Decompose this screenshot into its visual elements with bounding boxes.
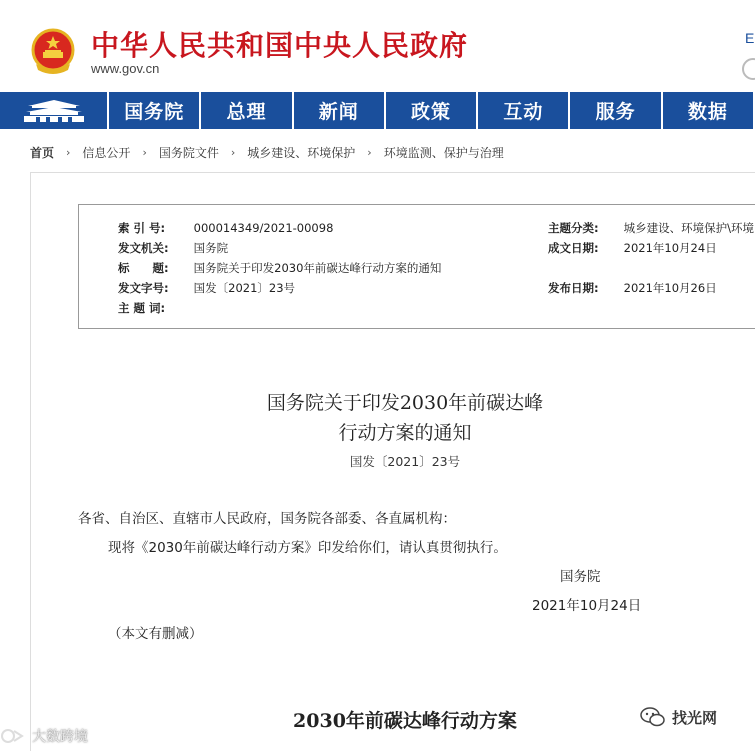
site-url[interactable]: www.gov.cn [91,61,160,76]
meta-docno-label: 发文字号: [118,281,169,295]
meta-docno-value: 国发〔2021〕23号 [193,281,296,295]
meta-title-label: 标 题: [118,261,169,275]
search-icon[interactable] [742,58,755,80]
meta-title [118,260,441,276]
meta-published-value: 2021年10月26日 [623,281,717,295]
meta-docno [118,280,295,296]
chevron-right-icon: › [142,146,147,159]
meta-title-value: 国务院关于印发2030年前碳达峰行动方案的通知 [193,261,442,275]
article-doc-number: 国发〔2021〕23号 [349,454,461,469]
tiananmen-icon [22,98,86,124]
meta-index-value: 000014349/2021-00098 [193,221,334,235]
article-note: （本文有删减） [108,626,203,642]
watermark-right [640,706,717,728]
chevron-right-icon: › [230,146,236,159]
site-header [0,0,755,92]
document-metadata-box [78,204,755,329]
national-emblem-icon[interactable] [30,28,76,76]
meta-published-date [548,280,717,296]
nav-item-data[interactable]: 数据 [663,92,755,129]
site-title[interactable]: 中华人民共和国中央人民政府 [91,29,469,62]
meta-issuer-label: 发文机关: [118,241,169,255]
nav-item-service[interactable]: 服务 [570,92,662,129]
chevron-right-icon: › [66,146,71,159]
watermark-left [0,726,88,746]
meta-published-label: 发布日期: [548,281,599,295]
article-signature: 国务院 [560,569,601,585]
english-link[interactable]: E [745,30,755,46]
article-title-line1: 国务院关于印发2030年前碳达峰 [266,392,544,414]
nav-item-policy[interactable]: 政策 [386,92,478,129]
meta-written-label: 成文日期: [548,241,599,255]
watermark-left-text: 大数跨境 [32,729,88,745]
wechat-icon [640,706,666,728]
breadcrumb-home[interactable]: 首页 [30,146,55,160]
breadcrumb-council-documents[interactable]: 国务院文件 [158,146,219,160]
breadcrumb [30,144,504,161]
meta-category-value: 城乡建设、环境保护\环境 [623,221,755,235]
breadcrumb-environment-monitoring[interactable]: 环境监测、保护与治理 [383,146,504,160]
nav-item-news[interactable]: 新闻 [294,92,386,129]
main-nav [0,92,755,129]
meta-written-value: 2021年10月24日 [623,241,717,255]
meta-issuer [118,240,228,256]
watermark-right-text: 找光网 [672,708,718,727]
chevron-right-icon: › [367,146,372,159]
article-title-line2: 行动方案的通知 [338,422,472,444]
article-salutation: 各省、自治区、直辖市人民政府，国务院各部委、各直属机构： [78,511,456,527]
meta-category [548,220,754,236]
breadcrumb-info-disclosure[interactable]: 信息公开 [82,146,131,160]
plan-title: 2030年前碳达峰行动方案 [293,710,517,732]
meta-issuer-value: 国务院 [193,241,229,255]
meta-keywords [118,300,194,316]
meta-written-date [548,240,717,256]
breadcrumb-urban-environment[interactable]: 城乡建设、环境保护 [247,146,356,160]
article-body: 现将《2030年前碳达峰行动方案》印发给你们，请认真贯彻执行。 [108,540,507,556]
article-date: 2021年10月24日 [532,598,642,614]
nav-item-state-council[interactable]: 国务院 [109,92,201,129]
meta-index [118,220,333,236]
meta-keywords-label: 主 题 词: [118,301,166,315]
nav-item-interaction[interactable]: 互动 [478,92,570,129]
nav-item-premier[interactable]: 总理 [201,92,293,129]
meta-index-label: 索 引 号: [118,221,166,235]
meta-category-label: 主题分类: [548,221,599,235]
watermark-logo-icon [0,727,28,745]
nav-home-logo[interactable] [0,92,109,129]
